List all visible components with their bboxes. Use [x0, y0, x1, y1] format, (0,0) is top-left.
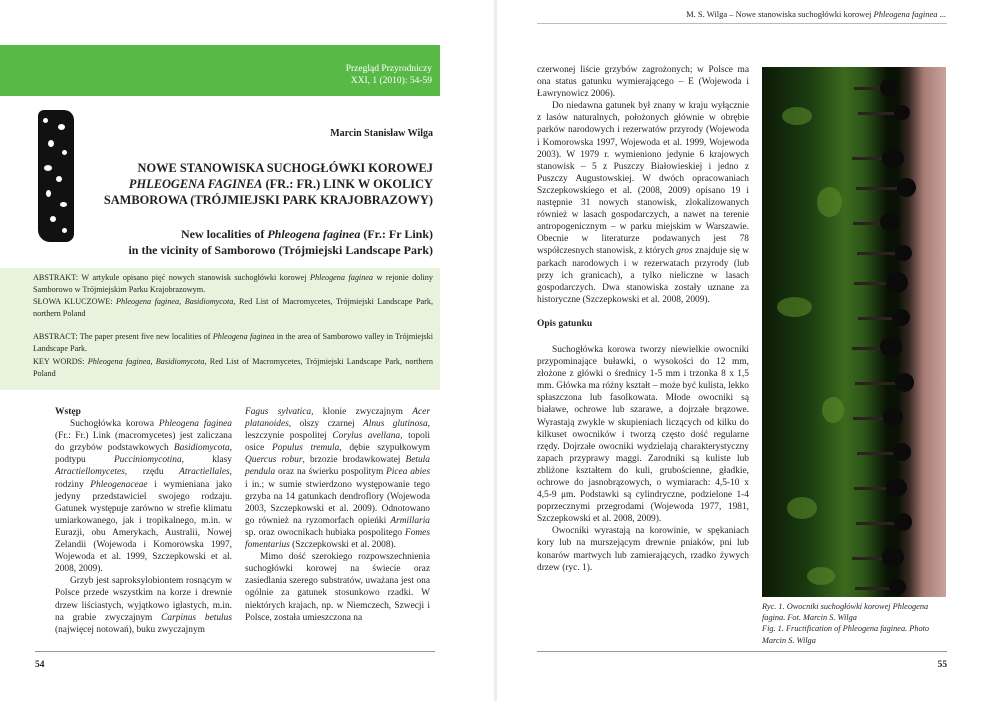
abstract-polish — [33, 272, 433, 295]
keywords-english — [33, 356, 433, 379]
abstract-en-a: ABSTRACT: The paper present five new localities of — [33, 332, 213, 341]
left-page — [0, 0, 495, 701]
abstract-pl-species: Phleogena faginea — [309, 273, 374, 282]
paragraph: Do niedawna gatunek był znany w kraju wyłącznie z lasów naturalnych, położonych głównie w obrębie parków narodowych i rezerwatów przyrody (Wojewoda i Komorowska 1997, Wojewoda et al. 1999, Wojewoda 2003). W 1979 r. wymieniono jedynie 6 krajowych stanowisk – 5 z Puszczy Białowieskiej i jedno z Puszczy Augustowskiej. W dwóch opracowaniach Szczepkowskiego et al. (2008, 2009) opisano 19 i następnie 31 nowych stanowisk, zlokalizowanych również w lasach gospodarczych, a nawet na terenie antropogenicznym – w parku miejskim w Warszawie. Obecnie w literaturze podawanych jest 78 współczesnych stanowisk, z których gros znajduje się w parkach narodowych i w rezerwatach przyrody (lub przy ich granicach), a tylko nieliczne w lasach gospodarczych. Dwa stanowiska zostały uznane za historyczne (Szczepkowski et al. 2008, 2009). — [537, 101, 749, 305]
title-en-b: (Fr.: Fr Link) — [360, 227, 433, 241]
paragraph: Fagus sylvatica, klonie zwyczajnym Acer platanoides, olszy czarnej Alnus glutinosa, leszczynie pospolitej Corylus avellana, topoli osice Populus tremula, dębie szypułkowym Quercus robur, brzozie brodawkowatej Betula pendula oraz na świerku pospolitym Picea abies i in.; w sumie stwierdzono występowanie tego grzyba na 14 gatunkach dendroflory (Wojewoda 2003, Szczepkowski et al. 2009). Odnotowano go również na ryzomorfach opieńki Armillaria sp. oraz owocnikach hubiaka pospolitego Fomes fomentarius (Szczepkowski et al. 2008). — [245, 407, 430, 551]
footer-rule — [537, 651, 947, 652]
paragraph: Grzyb jest saproksylobiontem rosnącym w Polsce przede wszystkim na korze i drewnie drzew liściastych, wyjątkowo iglastych, m.in. na grabie zwyczajnym Carpinus betulus (najwięcej notowań), buku zwyczajnym — [55, 576, 232, 635]
paragraph: Suchogłówka korowa tworzy niewielkie owocniki przypominające buławki, o wysokości do 12 mm, złożone z główki o średnicy 1-5 mm i trzonka 8 x 1,5 mm. Główka ma różny kształt – może być kulista, lekko spłaszczona lub fasolkowata. Młode owocniki są białawe, ochrowe lub szarawe, a dojrzałe brązowe. Wyrastają zwykle w skupieniach liczących od kilku do kilkuset owocników i tworzą często dość regularne rzędy. Dojrzałe owocniki wydzielają charakterystyczny zapach przyprawy maggi. Zarodniki są kuliste lub zbliżone kształtem do kuli, grubościenne, gładkie, ochrowe do jasnobrązowych, o wymiarach: 4,5-10 x 4,5-9 μm. Podstawki są cylindryczne, podzielone 1-4 poprzecznymi przegrodami (Wojewoda 1977, 1981, Szczepkowski et al. 2008, 2009). — [537, 344, 749, 525]
paragraph: Suchogłówka korowa Phleogena faginea (Fr.: Fr.) Link (macromycetes) jest zaliczana do grzybów podstawkowych Basidiomycota, podtypu Pucciniomycotina, klasy Atractiellomycetes, rzędu Atractiellales, rodziny Phleogenaceae i wymieniana jako jedyny przedstawiciel swojego rodzaju. Gatunek występuje zarówno w strefie klimatu umiarkowanego, jak i tropikalnego, m.in. w Eurazji, obu Amerykach, Australii, Nowej Zelandii (Wojewoda i Komorowska 1997, Wojewoda et al. 1999, Szczepkowski et al. 2008, 2009). — [55, 419, 232, 575]
title-en-a: New localities of — [181, 227, 268, 241]
keywords-polish — [33, 296, 433, 319]
title-en-species: Phleogena faginea — [267, 227, 361, 241]
journal-header-band — [0, 45, 440, 96]
paragraph: Owocniki wyrastają na korowinie, w spękaniach kory lub na murszejącym drewnie pniaków, pni lub konarów martwych lub zamierających, rzadko żywych drzew (ryc. 1). — [537, 526, 749, 573]
keywords-en-label: KEY WORDS: — [33, 357, 88, 366]
fungus-thumbnail-image — [38, 110, 74, 242]
running-head-a: M. S. Wilga – Nowe stanowiska suchogłówki korowej — [686, 9, 874, 19]
right-page — [497, 0, 992, 701]
caption-english: Fig. 1. Fructification of Phleogena faginea. Photo Marcin S. Wilga — [762, 624, 930, 645]
title-pl-line1: NOWE STANOWISKA SUCHOGŁÓWKI KOROWEJ — [137, 161, 433, 175]
paragraph: czerwonej liście grzybów zagrożonych; w Polsce ma ona status gatunku wymierającego – E (Wojewoda i Ławrynowicz 2006). — [537, 65, 749, 100]
right-column-text — [537, 64, 749, 574]
keywords-en-italic: Phleogena faginea, Basidiomycota — [87, 357, 205, 366]
abstract-pl-b: w rejonie doliny Samborowo w Trójmiejskim Parku Krajobrazowym. — [33, 273, 433, 294]
title-pl-species: PHLEOGENA FAGINEA — [128, 177, 263, 191]
title-polish — [93, 160, 433, 208]
left-column-2 — [245, 406, 430, 624]
running-head-b: ... — [937, 9, 946, 19]
journal-info — [346, 63, 432, 87]
journal-volume: XXI, 1 (2010): 54-59 — [350, 76, 432, 86]
page-number-left: 54 — [35, 660, 45, 670]
left-column-1 — [55, 406, 232, 636]
figure-caption — [762, 601, 952, 646]
abstract-en-b: in the area of Samborowo valley in Trójmiejski Landscape Park. — [33, 332, 433, 353]
abstract-english — [33, 331, 433, 354]
author-name: Marcin Stanisław Wilga — [330, 128, 433, 139]
keywords-pl-rest: , Red List of Macromycetes, Trójmiejski Landscape Park, northern Poland — [33, 297, 434, 318]
title-en-line2: in the vicinity of Samborowo (Trójmiejski Landscape Park) — [128, 242, 433, 257]
title-pl-line2-rest: (FR.: FR.) LINK W OKOLICY — [262, 177, 433, 191]
keywords-pl-italic: Phleogena faginea, Basidiomycota — [116, 297, 234, 306]
keywords-en-rest: , Red List of Macromycetes, Trójmiejski Landscape Park, northern Poland — [33, 357, 433, 378]
paragraph: Mimo dość szerokiego rozpowszechnienia suchogłówki korowej na świecie oraz zasiedlania szerego substratów, uważana jest ona ogólnie za gatunek stosunkowo rzadki. W niektórych krajach, np. w Niemczech, Szwecji i Polsce, została umieszczona na — [245, 552, 430, 623]
title-en-line1 — [73, 227, 433, 243]
running-head-species: Phleogena faginea — [873, 9, 938, 19]
caption-polish: Ryc. 1. Owocniki suchogłówki korowej Phleogena fagina. Fot. Marcin S. Wilga — [762, 602, 929, 623]
section-heading-description: Opis gatunku — [537, 318, 593, 329]
section-heading-intro: Wstęp — [55, 407, 81, 417]
page-number-right: 55 — [937, 660, 947, 670]
journal-name: Przegląd Przyrodniczy — [345, 64, 432, 74]
abstract-pl-a: ABSTRAKT: W artykule opisano pięć nowych stanowisk suchogłówki korowej — [33, 273, 310, 282]
keywords-pl-label: SŁOWA KLUCZOWE: — [33, 297, 117, 306]
title-english — [73, 227, 433, 258]
header-rule — [537, 23, 947, 24]
abstract-en-species: Phleogena faginea — [212, 332, 275, 341]
fungus-photo — [762, 67, 946, 597]
running-head — [686, 9, 946, 19]
title-pl-line2 — [93, 176, 433, 192]
footer-rule — [35, 651, 435, 652]
title-pl-line3: SAMBOROWA (TRÓJMIEJSKI PARK KRAJOBRAZOWY) — [103, 193, 433, 207]
